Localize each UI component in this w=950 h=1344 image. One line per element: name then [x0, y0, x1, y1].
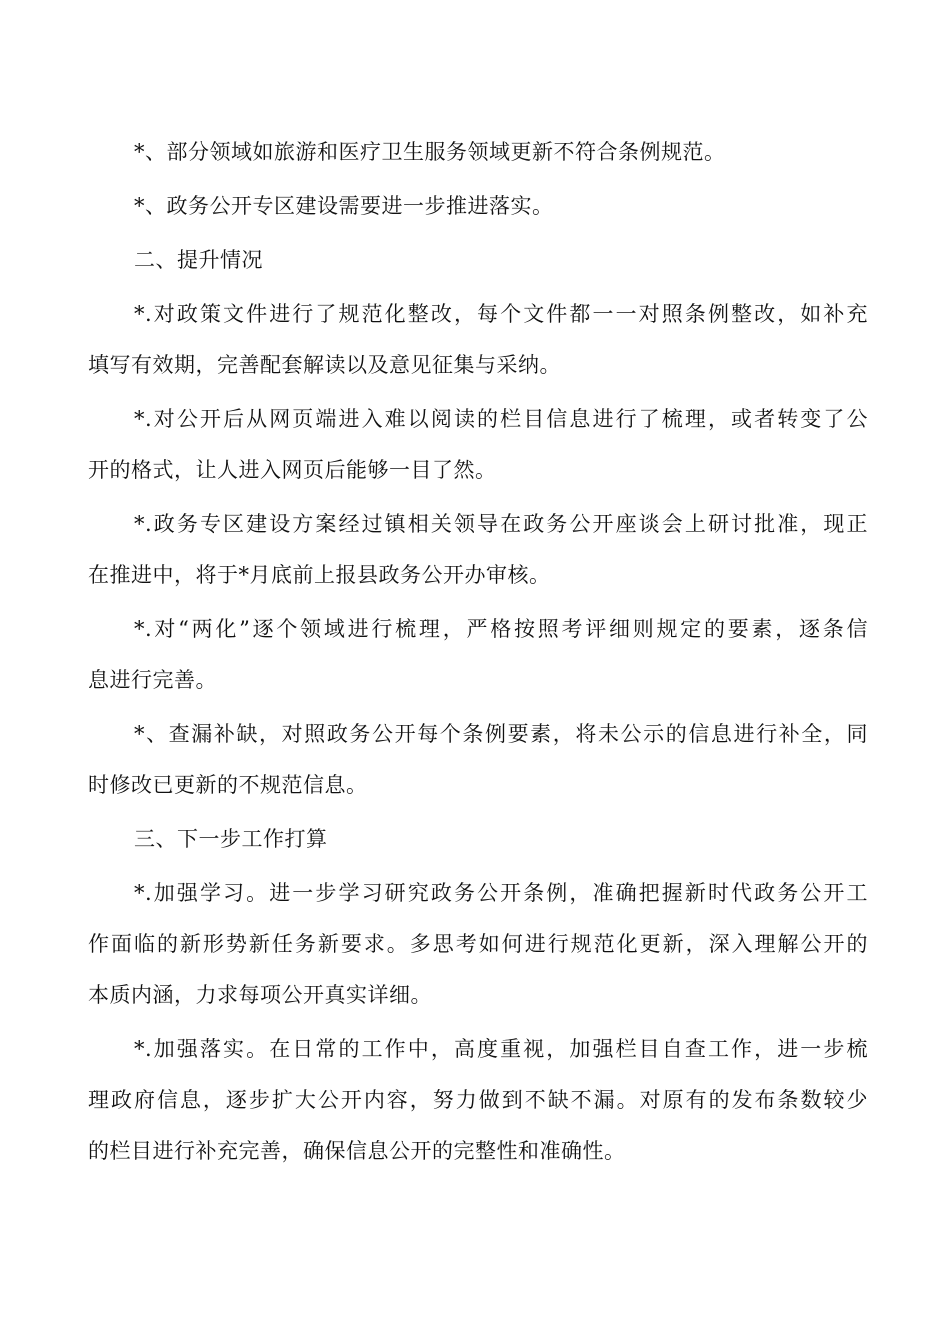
text-line: *.对“两化”逐个领域进行梳理，严格按照考评细则规定的要素，逐条信	[134, 617, 868, 641]
text-line: *.加强落实。在日常的工作中，高度重视，加强栏目自查工作，进一步梳	[134, 1037, 868, 1061]
text-line: *.对政策文件进行了规范化整改，每个文件都一一对照条例整改，如补充	[134, 302, 868, 326]
text-line: 本质内涵，力求每项公开真实详细。	[88, 983, 432, 1007]
text-line: *.政务专区建设方案经过镇相关领导在政务公开座谈会上研讨批准，现正	[134, 512, 868, 536]
text-line: *.对公开后从网页端进入难以阅读的栏目信息进行了梳理，或者转变了公	[134, 407, 868, 431]
section-heading: 二、提升情况	[134, 248, 263, 272]
text-line: 在推进中，将于*月底前上报县政务公开办审核。	[88, 563, 551, 587]
text-line: *、查漏补缺，对照政务公开每个条例要素，将未公示的信息进行补全，同	[134, 722, 868, 746]
text-line: 开的格式，让人进入网页后能够一目了然。	[88, 458, 497, 482]
text-line: 时修改已更新的不规范信息。	[88, 773, 368, 797]
text-line: *.加强学习。进一步学习研究政务公开条例，准确把握新时代政务公开工	[134, 881, 868, 905]
text-line: 填写有效期，完善配套解读以及意见征集与采纳。	[88, 353, 561, 377]
text-line: 作面临的新形势新任务新要求。多思考如何进行规范化更新，深入理解公开的	[88, 932, 868, 956]
section-heading: 三、下一步工作打算	[134, 827, 328, 851]
text-line: *、部分领域如旅游和医疗卫生服务领域更新不符合条例规范。	[134, 140, 726, 164]
text-line: 息进行完善。	[88, 668, 217, 692]
text-line: 的栏目进行补充完善，确保信息公开的完整性和准确性。	[88, 1139, 626, 1163]
text-line: *、政务公开专区建设需要进一步推进落实。	[134, 194, 554, 218]
text-line: 理政府信息，逐步扩大公开内容，努力做到不缺不漏。对原有的发布条数较少	[88, 1088, 868, 1112]
